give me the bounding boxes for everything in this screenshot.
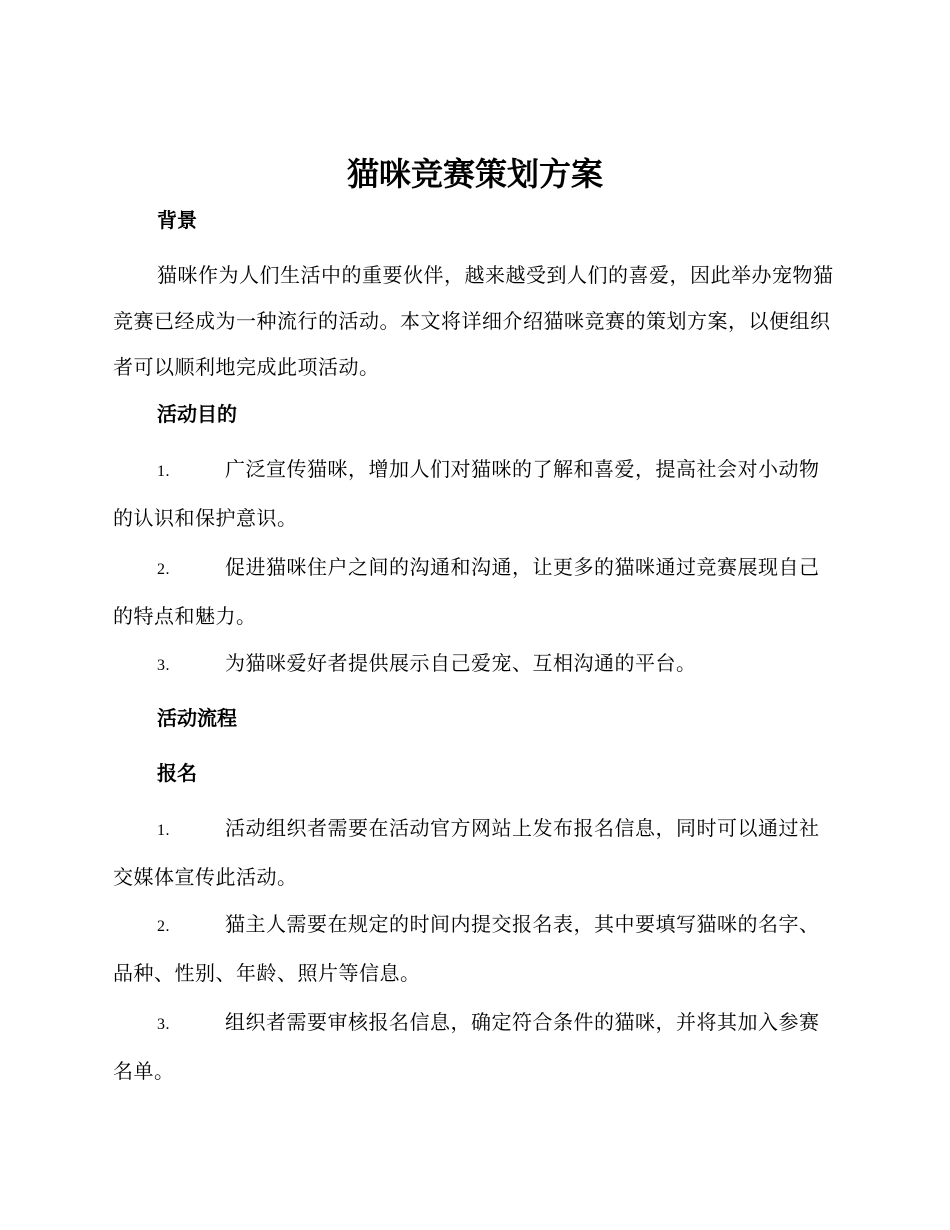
section-heading-process: 活动流程 <box>157 706 237 730</box>
list-item-text: 广泛宣传猫咪，增加人们对猫咪的了解和喜爱，提高社会对小动物的认识和保护意识。 <box>113 457 820 530</box>
list-item-text: 促进猫咪住户之间的沟通和沟通，让更多的猫咪通过竞赛展现自己的特点和魅力。 <box>113 555 820 628</box>
page-title: 猫咪竞赛策划方案 <box>346 155 603 193</box>
list-item-text: 猫主人需要在规定的时间内提交报名表，其中要填写猫咪的名字、品种、性别、年龄、照片等信息。 <box>113 912 820 985</box>
list-number: 1. <box>157 822 170 839</box>
registration-list-item <box>113 805 837 900</box>
list-number: 1. <box>157 463 170 480</box>
purpose-list-item <box>113 446 837 541</box>
registration-list-item <box>113 999 837 1094</box>
purpose-list-item <box>113 544 837 639</box>
list-item-text: 活动组织者需要在活动官方网站上发布报名信息，同时可以通过社交媒体宣传此活动。 <box>113 816 820 889</box>
section-heading-background: 背景 <box>157 208 197 232</box>
purpose-list-item <box>113 640 837 689</box>
background-paragraph: 猫咪作为人们生活中的重要伙伴，越来越受到人们的喜爱，因此举办宠物猫竞赛已经成为一种流行的活动。本文将详细介绍猫咪竞赛的策划方案，以便组织者可以顺利地完成此项活动。 <box>113 263 834 379</box>
section-heading-purpose: 活动目的 <box>157 402 237 426</box>
section-heading-registration: 报名 <box>157 761 197 785</box>
list-number: 2. <box>157 561 170 578</box>
list-item-text: 为猫咪爱好者提供展示自己爱宠、互相沟通的平台。 <box>225 651 697 675</box>
list-number: 2. <box>157 918 170 935</box>
registration-list-item <box>113 901 837 996</box>
list-item-text: 组织者需要审核报名信息，确定符合条件的猫咪，并将其加入参赛名单。 <box>113 1010 820 1083</box>
list-number: 3. <box>157 657 170 674</box>
list-number: 3. <box>157 1016 170 1033</box>
